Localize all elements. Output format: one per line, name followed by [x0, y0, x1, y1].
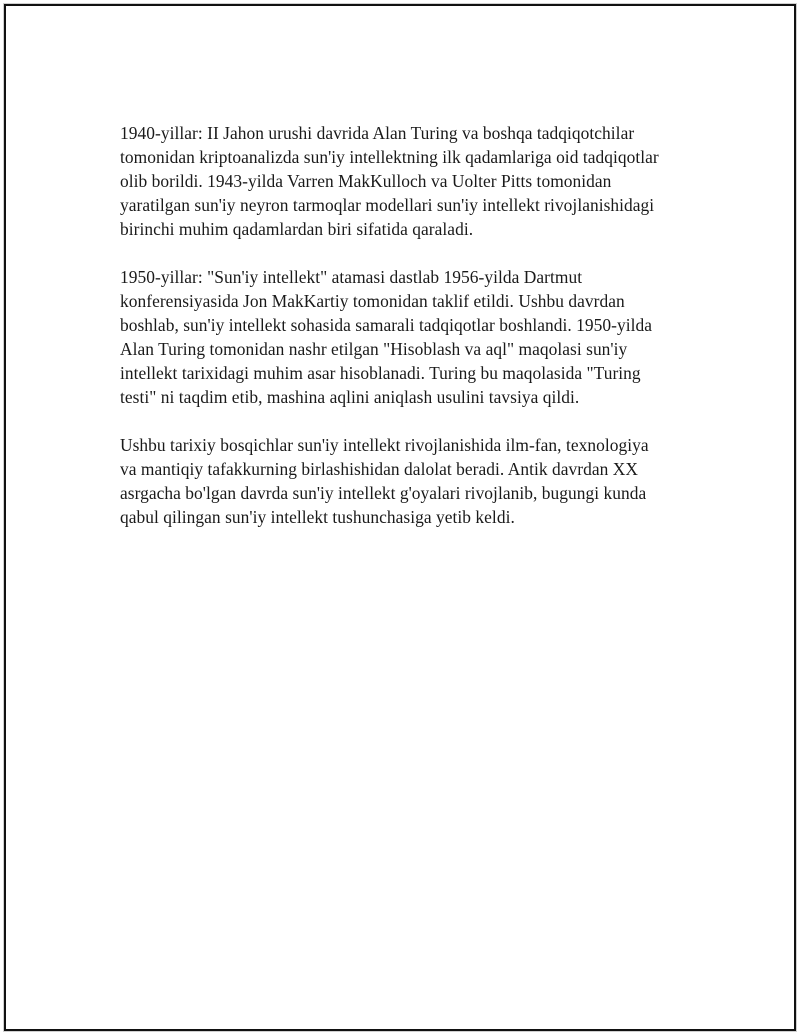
text-line: testi" ni taqdim etib, mashina aqlini aniqlash usulini tavsiya qildi.: [120, 387, 580, 407]
text-line: 1950-yillar: "Sun'iy intellekt" atamasi dastlab 1956-yilda Dartmut: [120, 267, 583, 287]
text-line: olib borildi. 1943-yilda Varren MakKulloch va Uolter Pitts tomonidan: [120, 171, 612, 191]
document-page: [4, 4, 796, 1031]
text-line: konferensiyasida Jon MakKartiy tomonidan taklif etildi. Ushbu davrdan: [120, 291, 625, 311]
paragraph-conclusion: [120, 433, 700, 529]
text-line: asrgacha bo'lgan davrda sun'iy intellekt g'oyalari rivojlanib, bugungi kunda: [120, 483, 647, 503]
text-line: boshlab, sun'iy intellekt sohasida samarali tadqiqotlar boshlandi. 1950-yilda: [120, 315, 652, 335]
text-line: birinchi muhim qadamlardan biri sifatida qaraladi.: [120, 219, 474, 239]
text-line: yaratilgan sun'iy neyron tarmoqlar modellari sun'iy intellekt rivojlanishidagi: [120, 195, 655, 215]
text-line: 1940-yillar: II Jahon urushi davrida Alan Turing va boshqa tadqiqotchilar: [120, 123, 635, 143]
text-line: Ushbu tarixiy bosqichlar sun'iy intellekt rivojlanishida ilm-fan, texnologiya: [120, 435, 649, 455]
text-line: Alan Turing tomonidan nashr etilgan "Hisoblash va aql" maqolasi sun'iy: [120, 339, 628, 359]
text-line: qabul qilingan sun'iy intellekt tushunchasiga yetib keldi.: [120, 507, 515, 527]
paragraph-1940s: [120, 121, 700, 241]
document-body: [120, 121, 700, 553]
text-line: intellekt tarixidagi muhim asar hisoblanadi. Turing bu maqolasida "Turing: [120, 363, 641, 383]
text-line: tomonidan kriptoanalizda sun'iy intellektning ilk qadamlariga oid tadqiqotlar: [120, 147, 659, 167]
paragraph-1950s: [120, 265, 700, 409]
text-line: va mantiqiy tafakkurning birlashishidan dalolat beradi. Antik davrdan XX: [120, 459, 638, 479]
